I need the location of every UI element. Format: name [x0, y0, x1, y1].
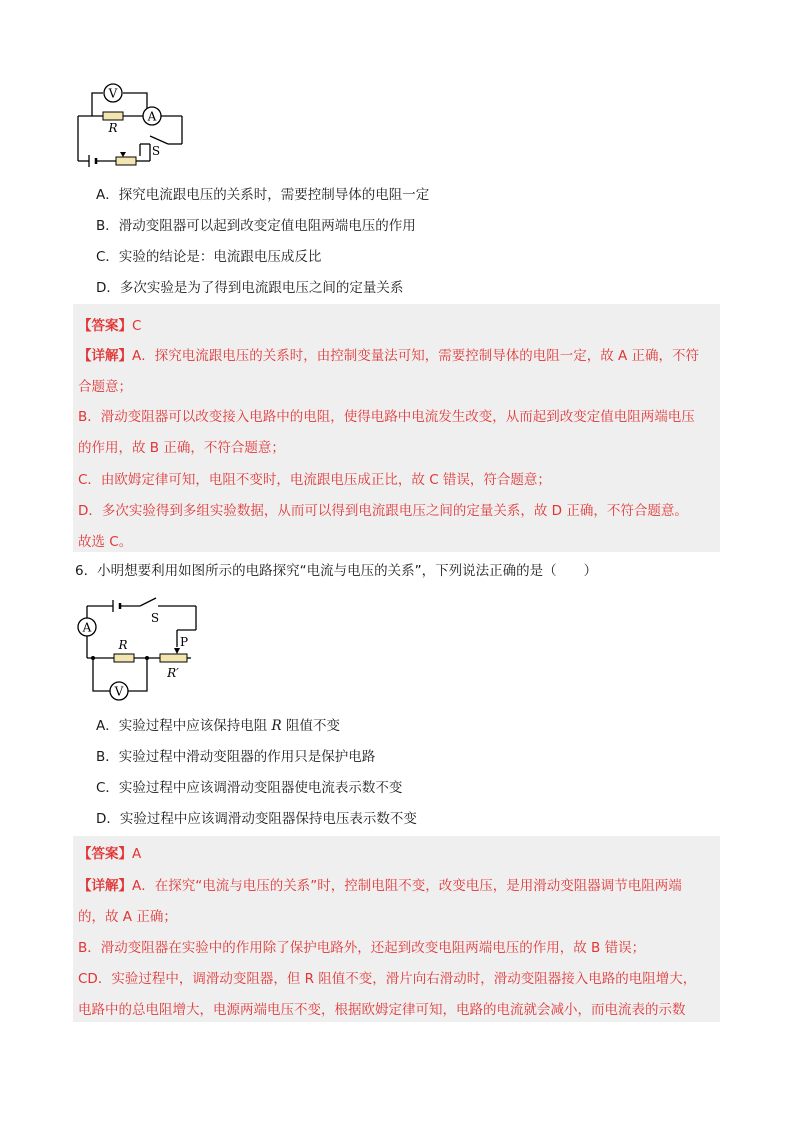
q6-circuit-svg — [72, 592, 202, 707]
q6-option-d: D．实验过程中应该调滑动变阻器保持电压表示数不变 — [96, 811, 417, 827]
q5-option-a: A．探究电流跟电压的关系时，需要控制导体的电阻一定 — [96, 187, 430, 203]
q5-voltmeter-label: V — [108, 86, 118, 101]
q5-circuit-svg — [70, 78, 200, 178]
q6-resistor-shape — [114, 654, 134, 662]
q5-answer-value: C — [132, 318, 142, 334]
q6-option-c: C．实验过程中应该调滑动变阻器使电流表示数不变 — [96, 780, 403, 796]
q5-answer-line — [78, 314, 141, 334]
q5-option-d: D．多次实验是为了得到电流跟电压之间的定量关系 — [96, 280, 404, 296]
q6-rheostat-label: R′ — [167, 666, 179, 680]
q6-switch-label: S — [150, 611, 160, 625]
q6-explain-line-1 — [78, 874, 682, 894]
q5-resistor-shape — [103, 112, 123, 120]
q6-option-a — [96, 717, 340, 735]
q6-slider-label: P — [179, 635, 189, 649]
q6-answer-label: 【答案】 — [78, 846, 132, 862]
q6-explain-label: 【详解】 — [78, 878, 132, 894]
q6-answer-line — [78, 842, 141, 862]
q6-explain-line-3: B．滑动变阻器在实验中的作用除了保护电路外，还起到改变电阻两端电压的作用，故 B 错误； — [78, 940, 646, 956]
q5-explain-text-1: A．探究电流跟电压的关系时，由控制变量法可知，需要控制导体的电阻一定，故 A 正确，不符 — [132, 348, 700, 364]
q5-explain-line-1 — [78, 344, 699, 364]
q5-circuit-diagram — [70, 78, 200, 178]
q5-explain-line-6: D．多次实验得到多组实验数据，从而可以得到电流跟电压之间的定量关系，故 D 正确，不符合题意。 — [78, 503, 688, 519]
q6-explain-text-1: A．在探究“电流与电压的关系”时，控制电阻不变，改变电压，是用滑动变阻器调节电阻两端 — [132, 878, 682, 894]
q6-question-stem: 6．小明想要利用如图所示的电路探究“电流与电压的关系”，下列说法正确的是（ ） — [75, 563, 598, 579]
q6-circuit-diagram — [72, 592, 202, 707]
q6-voltmeter-label: V — [114, 684, 124, 699]
q5-slider-arrow-icon — [120, 152, 126, 157]
q5-explain-line-7: 故选 C。 — [78, 534, 133, 550]
q6-answer-box — [73, 836, 720, 1022]
q5-explain-line-5: C．由欧姆定律可知，电阻不变时，电流跟电压成正比，故 C 错误，符合题意； — [78, 472, 551, 488]
q6-junction-dot-right — [145, 656, 149, 660]
q6-option-a-variable: R — [271, 718, 282, 734]
q6-option-a-prefix: A．实验过程中应该保持电阻 — [96, 718, 272, 734]
q5-explain-line-4: 的作用，故 B 正确，不符合题意； — [78, 440, 285, 456]
q5-explain-label: 【详解】 — [78, 348, 132, 364]
q6-answer-value: A — [132, 846, 142, 862]
q5-rheostat-shape — [116, 157, 136, 165]
q5-option-b: B．滑动变阻器可以起到改变定值电阻两端电压的作用 — [96, 218, 416, 234]
q6-option-a-suffix: 阻值不变 — [281, 718, 340, 734]
q5-explain-line-3: B．滑动变阻器可以改变接入电路中的电阻，使得电路中电流发生改变，从而起到改变定值电阻两端电压 — [78, 409, 695, 425]
q5-switch-label: S — [151, 144, 161, 158]
q6-ammeter-label: A — [82, 620, 92, 635]
q6-resistor-label: R — [118, 638, 128, 652]
q6-option-b: B．实验过程中滑动变阻器的作用只是保护电路 — [96, 749, 376, 765]
q6-explain-line-5: 电路中的总电阻增大，电源两端电压不变，根据欧姆定律可知，电路的电流就会减小，而电流表的示数 — [78, 1002, 686, 1018]
q5-option-c: C．实验的结论是：电流跟电压成反比 — [96, 249, 322, 265]
q5-ammeter-label: A — [147, 109, 157, 124]
q6-explain-line-2: 的，故 A 正确； — [78, 909, 177, 925]
q6-explain-line-4: CD．实验过程中，调滑动变阻器，但 R 阻值不变，滑片向右滑动时，滑动变阻器接入电路的电阻增大， — [78, 971, 697, 987]
q6-rheostat-shape — [160, 654, 187, 662]
q5-resistor-label: R — [108, 121, 118, 135]
q5-answer-box — [73, 304, 720, 552]
q5-explain-line-2: 合题意； — [78, 379, 132, 395]
q5-answer-label: 【答案】 — [78, 318, 132, 334]
q6-junction-dot-left — [91, 656, 95, 660]
